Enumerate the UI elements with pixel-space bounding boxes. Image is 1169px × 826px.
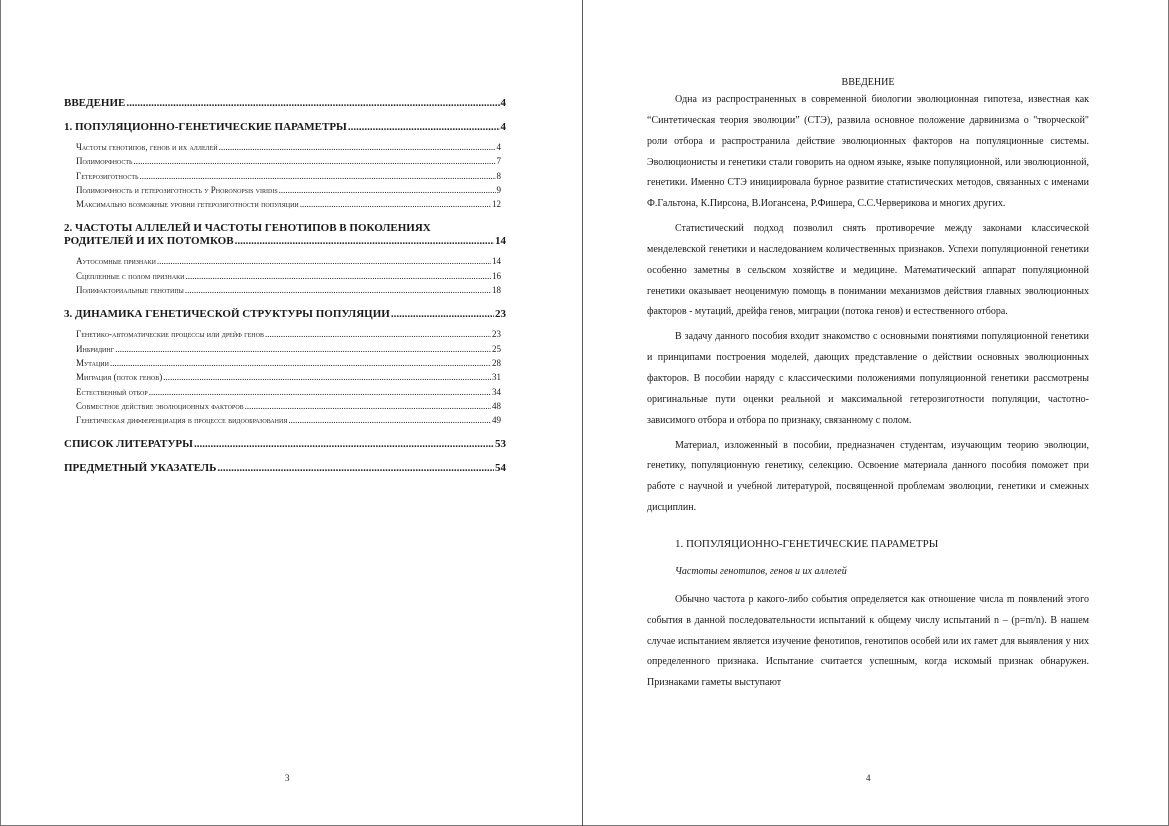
left-page	[0, 0, 583, 826]
toc-entry[interactable]	[64, 370, 506, 384]
toc-page-number: 48	[492, 400, 501, 411]
paragraph: Статистический подход позволил снять противоречие между законами классической менделевской генетики и наследованием количественных признаков. Успехи популяционной генетики особенно заметны в сельском хозяйстве и медицине. Математический аппарат популяционной генетики оказывает неоценимую помощь в понимании механизмов действия главных эволюционных факторов - мутаций, дрейфа генов, миграции (потока генов) и естественного отбора.	[647, 223, 1089, 318]
toc-leader-dots	[163, 370, 491, 384]
toc-leader-dots	[157, 254, 491, 268]
toc-page-number: 7	[496, 156, 501, 167]
toc-page-number: 4	[500, 121, 506, 133]
paragraph: Обычно частота p какого-либо события определяется как отношение числа m появлений этого события в данной последовательности испытаний к общему числу испытаний n – (p=m/n). В нашем случае испытанием является изучение фенотипов, генотипов особей или их гамет для выявления у них определенного признака. Испытание считается успешным, когда искомый признак обнаружен. Признаками гаметы выступают	[647, 593, 1089, 689]
toc-leader-dots	[391, 308, 494, 321]
intro-heading: ВВЕДЕНИЕ	[841, 77, 895, 88]
toc-page-number: 53	[495, 438, 506, 451]
toc-entry[interactable]	[64, 327, 506, 341]
toc-page-number: 23	[495, 308, 506, 321]
toc-leader-dots	[185, 283, 491, 297]
toc-page-number: 54	[495, 462, 506, 475]
toc-page-number: 9	[496, 184, 501, 195]
toc-entry[interactable]	[64, 97, 506, 110]
toc-entry[interactable]	[64, 283, 506, 297]
toc-page-number: 49	[492, 415, 501, 426]
paragraph: Материал, изложенный в пособии, предназначен студентам, изучающим теорию эволюции, генетику, популяционную генетику, селекцию. Освоение материала данного пособия поможет при работе с научной и учебной литературой, посвященной проблемам эволюции, генетики и смежных дисциплин.	[647, 439, 1089, 514]
toc-leader-dots	[186, 269, 492, 283]
paragraph: В задачу данного пособия входит знакомство с основными понятиями популяционной генетики и принципами построения моделей, дающих представление о действии основных эволюционных факторов. В пособии наряду с классическими положениями популяционной генетики рассмотрены оригинальные пути оценки реальной и максимальной гетерозиготности популяции, частотно-зависимого отбора и отбора по признаку, связанному с полом.	[647, 331, 1089, 426]
toc-entry[interactable]	[64, 308, 506, 321]
toc-leader-dots	[110, 356, 491, 370]
toc-leader-dots	[115, 342, 491, 356]
table-of-contents	[64, 97, 506, 475]
toc-entry[interactable]	[64, 121, 506, 134]
right-page	[583, 0, 1169, 826]
toc-leader-dots	[133, 154, 495, 168]
page-edge	[0, 0, 1, 826]
toc-entry-title: Естественный отбор	[76, 386, 148, 397]
toc-page-number: 4	[496, 142, 501, 152]
toc-leader-dots	[300, 197, 491, 211]
toc-page-number: 4	[500, 97, 506, 109]
toc-entry-title: Миграция (поток генов)	[76, 372, 163, 383]
toc-leader-dots	[219, 140, 496, 154]
paragraph: Одна из распространенных в современной биологии эволюционная гипотеза, известная как “Синтетическая теория эволюции” (СТЭ), развила основное положение дарвинизма о "творческой" роли отбора и распространила действие эволюционных факторов на популяционные системы. Эволюционисты и генетики стали говорить на одном языке, языке популяционной, или эволюционной, генетики. Именно СТЭ инициировала бурное развитие статистических методов, связанных с именами Ф.Гальтона, К.Пирсона, В.Иогансена, Р.Фишера, С.С.Черверикова и многих других.	[647, 94, 1089, 210]
toc-entry-title: Полифакториальные генотипы	[76, 285, 184, 296]
page-number: 3	[285, 773, 290, 783]
toc-leader-dots	[217, 462, 494, 475]
toc-entry[interactable]	[64, 462, 506, 475]
toc-leader-dots	[235, 235, 494, 248]
toc-leader-dots	[126, 97, 499, 110]
section-heading: 1. ПОПУЛЯЦИОННО-ГЕНЕТИЧЕСКИЕ ПАРАМЕТРЫ	[675, 537, 939, 550]
toc-entry-title: 2. ЧАСТОТЫ АЛЛЕЛЕЙ И ЧАСТОТЫ ГЕНОТИПОВ В ПОКОЛЕНИЯХ	[64, 222, 431, 235]
toc-entry-title: Сцепленные с полом признаки	[76, 270, 185, 281]
toc-entry[interactable]	[64, 269, 506, 283]
toc-entry[interactable]	[64, 197, 506, 211]
page-content	[647, 76, 1089, 694]
toc-page-number: 12	[492, 199, 501, 210]
toc-entry-title: РОДИТЕЛЕЙ И ИХ ПОТОМКОВ	[64, 235, 234, 248]
toc-entry-title: ВВЕДЕНИЕ	[64, 97, 126, 109]
toc-entry-title: Аутосомные признаки	[76, 256, 156, 267]
toc-page-number: 34	[492, 386, 501, 397]
toc-leader-dots	[139, 169, 495, 183]
toc-entry-title: Генетическая дифференциация в процессе видообразования	[76, 415, 288, 426]
toc-entry[interactable]	[64, 140, 506, 154]
toc-page-number: 14	[492, 256, 501, 267]
toc-entry-title: Частоты генотипов, генов и их аллелей	[76, 142, 218, 152]
toc-entry-title: СПИСОК ЛИТЕРАТУРЫ	[64, 438, 193, 451]
toc-page-number: 28	[492, 357, 501, 368]
toc-page-number: 8	[496, 170, 501, 181]
toc-leader-dots	[245, 399, 491, 413]
toc-entry-title: Полиморфность и гетерозиготность у Phoronopsis viridis	[76, 184, 278, 195]
toc-entry-title: Полиморфность	[76, 156, 133, 167]
toc-entry[interactable]	[64, 183, 506, 197]
page-number: 4	[866, 773, 871, 783]
toc-entry-title: Инбридинг	[76, 343, 115, 354]
toc-page-number: 16	[492, 270, 501, 281]
toc-page-number: 23	[492, 329, 501, 340]
toc-entry-title: Максимально возможные уровни гетерозиготности популяции	[76, 199, 299, 210]
toc-leader-dots	[279, 183, 496, 197]
toc-leader-dots	[288, 413, 491, 427]
toc-entry-title: 3. ДИНАМИКА ГЕНЕТИЧЕСКОЙ СТРУКТУРЫ ПОПУЛЯЦИИ	[64, 308, 390, 321]
toc-entry[interactable]	[64, 399, 506, 413]
toc-entry-title: Гетерозиготность	[76, 170, 139, 181]
toc-entry[interactable]	[64, 413, 506, 427]
toc-leader-dots	[348, 121, 500, 134]
toc-page-number: 18	[492, 285, 501, 296]
toc-leader-dots	[265, 327, 491, 341]
toc-entry[interactable]	[64, 254, 506, 268]
toc-entry-title: Совместное действие эволюционных факторов	[76, 400, 244, 411]
toc-entry[interactable]	[64, 356, 506, 370]
subsection-heading: Частоты генотипов, генов и их аллелей	[675, 565, 847, 577]
toc-entry[interactable]	[64, 222, 506, 248]
toc-entry[interactable]	[64, 154, 506, 168]
toc-page-number: 25	[492, 343, 501, 354]
toc-page-number: 14	[495, 235, 506, 248]
toc-entry-title: Генетико-автоматические процессы или дрейф генов	[76, 329, 264, 340]
toc-entry[interactable]	[64, 169, 506, 183]
toc-leader-dots	[149, 385, 491, 399]
toc-entry-title: Мутации	[76, 357, 109, 368]
toc-entry-title: 1. ПОПУЛЯЦИОННО-ГЕНЕТИЧЕСКИЕ ПАРАМЕТРЫ	[64, 121, 347, 133]
toc-page-number: 31	[492, 372, 501, 383]
toc-entry[interactable]	[64, 342, 506, 356]
toc-entry[interactable]	[64, 385, 506, 399]
toc-leader-dots	[194, 438, 494, 451]
toc-entry-title: ПРЕДМЕТНЫЙ УКАЗАТЕЛЬ	[64, 462, 217, 475]
toc-entry[interactable]	[64, 438, 506, 451]
